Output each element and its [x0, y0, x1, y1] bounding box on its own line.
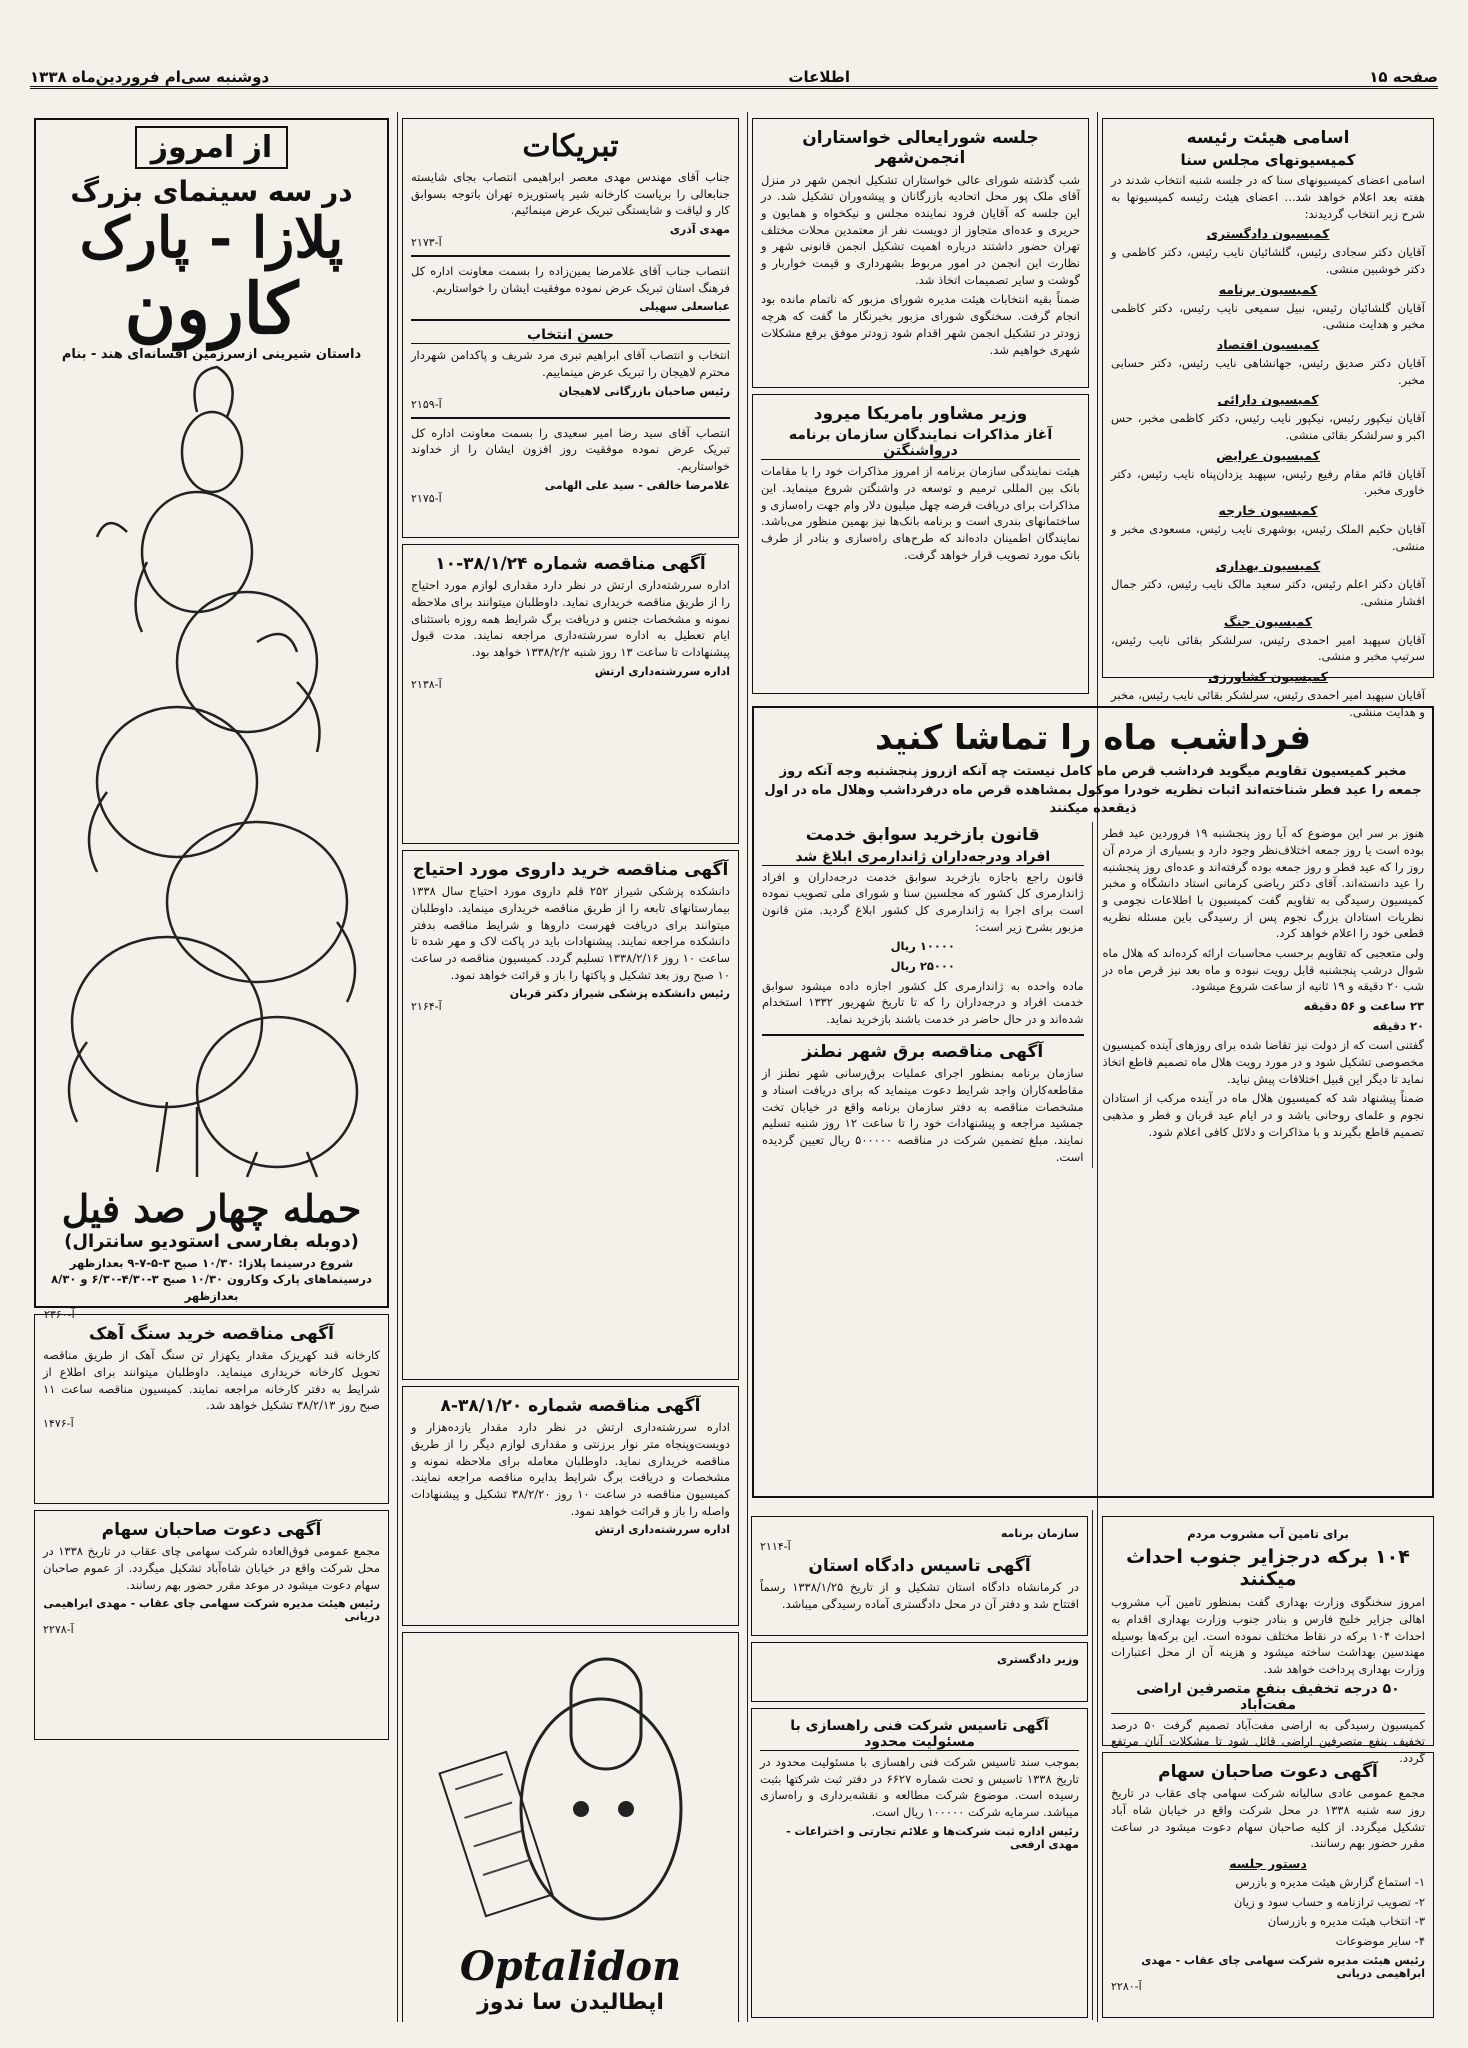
ad-signature: مهدی آذری — [669, 223, 730, 237]
notice-body: کارخانه قند کهریزک مقدار یکهزار تن سنگ آهک از طریق مناقصه تحویل کارخانه خریداری مینماید. داوطلبان میتوانند برای اطلاع از شرایط به دفتر کارخانه مراجعه نمایند. کمیسیون مناقصه ساعت ۱۱ صبح روز ۳۸/۲/۱۳ تشکیل خواهد شد. — [43, 1348, 380, 1413]
section-text: آقایان دکتر سجادی رئیس، گلشائیان نایب رئیس، دکتر کاظمی و دکتر خوشبین منشی. — [1111, 245, 1425, 277]
notice-title: آگهی دعوت صاحبان سهام — [101, 1520, 322, 1540]
notice-signature: وزیر دادگستری — [996, 1653, 1079, 1666]
showtimes: شروع درسینما پلازا: ۱۰/۳۰ صبح ۳-۵-۷-۹ بعدازظهر درسینماهای پارک وکارون ۱۰/۳۰ صبح ۳-۴/۳۰-۶/۳۰ و ۸/۳۰ بعدازظهر — [51, 1255, 372, 1303]
notice-code: آ-۲۱۳۸ — [411, 677, 442, 691]
senate-commissions-article — [1102, 118, 1434, 719]
col2-bottom — [747, 1510, 1093, 2020]
shareholders-notice-2 — [34, 1510, 389, 1740]
ad-text: انتصاب آقای سید رضا امیر سعیدی را بسمت معاونت اداره کل تبریک عرض نموده موفقیت روز افزون ایشان را از خداوند خواستاریم. — [411, 425, 730, 474]
ad-text: جناب آقای مهندس مهدی معصر ابراهیمی انتصاب بجای شایسته جنابعالی را بریاست کارخانه شیر پاستوریزه تهران باتوجه بسوابق کار و لیاقت و شایستگی تبریک عرض مینمائیم. — [411, 170, 730, 218]
notice-signature: سازمان برنامه — [1000, 1527, 1079, 1540]
notice-body: اداره سررشته‌داری ارتش در نظر دارد مقدار یازده‌هزار و دویست‌وپنجاه متر نوار برزنتی و مقداری لوازم دیگر را از طریق مناقصه خریداری نماید. داوطلبان معامله برای ملاحظه نمونه و مشخصات و دریافت برگ شرایط بدایره مناقصه مراجعه نمایند. کمیسیون مناقصه در ساعت ۱۰ روز ۳۸/۲/۲۰ تشکیل و پیشنهادات واصله را باز و قرائت خواهد نمود. — [411, 1420, 730, 1518]
optalidon-illustration — [421, 1639, 721, 1939]
section-text: آقایان گلشائیان رئیس، نبیل سمیعی نایب رئیس، دکتر کاظمی مخبر و هدایت منشی. — [1111, 300, 1425, 332]
moon-article-box — [752, 706, 1434, 1498]
electric-sig-box — [751, 1516, 1088, 1636]
section-heading: کمیسیون کشاورزی — [1208, 669, 1328, 685]
ad-text: انتخاب و انتصاب آقای ابراهیم تبری مرد شریف و پاکدامن شهردار محترم لاهیجان را تبریک عرض مینماییم. — [411, 348, 730, 380]
city-council-article — [752, 118, 1089, 388]
article-intro: اسامی اعضای کمیسیونهای سنا که در جلسه شنبه انتخاب شدند در هفته بعد اعلام خواهد شد... اعضای هیئت رئیسه کمیسیونها به شرح زیر انتخاب گردیدند: — [1111, 173, 1425, 221]
column-3 — [397, 112, 743, 2022]
section-heading: کمیسیون برنامه — [1218, 281, 1318, 297]
article-lead: مخبر کمیسیون تقاویم میگوید فرداشب قرص ماه کامل نیستت چه آنکه ازروز پنجشنبه وجه آنکه روز جمعه را عید فطر شناخته‌اند اثبات نظریه خودرا موکول بمشاهده قرص ماه درفرداشب وهلال ماه در اول ذیقعده میکنند — [764, 763, 1422, 817]
article-body: ماده واحده به ژاندارمری کل کشور اجازه داده میشود سوابق خدمت افراد و درجه‌داران را که تا تاریخ شهریور ۱۳۳۲ استخدام شده‌اند و در حال حاضر در خدمت باشند بازخرید نماید. — [762, 978, 1084, 1027]
tender-notice-3 — [402, 1386, 739, 1626]
section-heading: کمیسیون عرایض — [1216, 447, 1320, 463]
newspaper-page — [30, 80, 1438, 2030]
section-heading: کمیسیون خارجه — [1218, 503, 1318, 519]
minister-usa-article — [752, 394, 1089, 694]
ad-code: آ-۲۱۷۳ — [411, 236, 442, 250]
moon-col-right — [1103, 822, 1425, 1168]
ad-signature: غلامرضا خالقی - سید علی الهامی — [544, 478, 730, 492]
section-text: آقایان دکتر صدیق رئیس، جهانشاهی نایب رئیس، دکتر حسابی مخبر. — [1111, 356, 1425, 387]
section-text: آقایان سپهبد امیر احمدی رئیس، سرلشکر بقائی نایب رئیس، مخبر و هدایت منشی. — [1111, 688, 1425, 719]
notice-body: بموجب سند تاسیس شرکت فنی راهسازی با مسئولیت محدود در تاریخ ۱۳۳۸ تاسیس و تحت شماره ۶۶۲۷ در دفتر ثبت شرکتها بثبت رسیده است. موضوع شرکت مطالعه و نقشه‌برداری و راه‌سازی میباشد. سرمایه شرکت ۱۰۰۰۰۰ ریال است. — [760, 1755, 1079, 1820]
issue-date: دوشنبه سی‌ام فروردین‌ماه ۱۳۳۸ — [30, 68, 270, 86]
notice-body: دانشکده پزشکی شیراز ۲۵۲ قلم داروی مورد احتیاج سال ۱۳۳۸ بیمارستانهای تابعه را از طریق مناقصه خریداری مینماید. داوطلبان میتوانند برای دریافت فهرست داروها و شرایط مناقصه بدفتر دانشکده مراجعه نمایند. پیشنهادات باید در پاکت لاک و مهر شده تا ساعت ۱۰ روز ۱۳۳۸/۲/۱۶ تسلیم گردد. کمیسیون مناقصه در ساعت ۱۰ صبح روز بعد تشکیل و پاکتها را باز و قرائت خواهد نمود. — [411, 884, 730, 982]
brand-name: Optalidon — [459, 1943, 682, 1990]
notice-title: آگهی مناقصه خرید داروی مورد احتیاج — [412, 860, 729, 880]
ad-signature: رئیس صاحبان بازرگانی لاهیجان — [558, 384, 730, 398]
notice-title: آگهی مناقصه شماره ۳۸/۱/۲۴-۱۰ — [435, 554, 706, 574]
shareholders-notice — [1102, 1752, 1434, 2018]
moon-article-columns — [762, 822, 1424, 1168]
article-subtitle: آغاز مذاکرات نمایندگان سازمان برنامه درواشنگتن — [761, 427, 1080, 460]
article-body: ضمناً بقیه انتخابات هیئت مدیره شورای مزبور که ناتمام مانده بود انجام گرفت. سخنگوی شورای مزبور بخبرنگار ما گفت که هرچه زودتر در تشکیل انجمن شهر اقدام شود زودتر موفق برفع مشکلات شهری خواهیم شد. — [761, 292, 1080, 357]
section-text: آقایان سپهبد امیر احمدی رئیس، سرلشکر بقائی نایب رئیس، سرتیپ مخبر و منشی. — [1111, 632, 1425, 664]
ad-code: آ-۲۱۵۹ — [411, 397, 442, 411]
agenda-item: ۲- تصویب ترازنامه و حساب سود و زیان — [1233, 1894, 1425, 1909]
court-sig-box — [751, 1642, 1088, 1702]
film-dubbing: (دوبله بفارسی استودیو سانترال) — [64, 1230, 359, 1252]
elephants-illustration — [47, 362, 377, 1182]
ad-top-label: از امروز — [135, 126, 288, 169]
limestone-tender — [34, 1314, 389, 1504]
article-title: ۱۰۴ برکه درجزایر جنوب احداث میکنند — [1126, 1545, 1410, 1591]
time-value: ۲۳ ساعت و ۵۶ دقیقه — [1303, 999, 1424, 1014]
section-text: آقایان نیکپور رئیس، نیکپور نایب رئیس، دکتر کاظمی مخبر، حس اکبر و سرلشکر بقائی منشی. — [1111, 411, 1425, 443]
moon-article — [748, 700, 1438, 1500]
notice-title: آگهی تاسیس شرکت فنی راهسازی با مسئولیت محدود — [760, 1718, 1079, 1751]
divider — [411, 255, 730, 257]
col1-bottom — [1098, 1510, 1438, 2020]
notice-signature: رئیس هیئت مدیره شرکت سهامی چای عقاب - مهدی ابراهیمی دریانی — [1141, 1953, 1425, 1980]
divider — [411, 417, 730, 419]
cinema-name: کارون — [124, 266, 299, 350]
notice-title: آگهی مناقصه شماره ۳۸/۱/۲۰-۸ — [440, 1396, 701, 1416]
section-heading: کمیسیون دارائی — [1217, 392, 1319, 408]
agenda-title: دستور جلسه — [1229, 1856, 1307, 1872]
paper-name: اطلاعات — [788, 68, 851, 86]
company-notice — [751, 1708, 1088, 2018]
article-kicker: برای تامین آب مشروب مردم — [1187, 1527, 1349, 1541]
notice-body: مجمع عمومی فوق‌العاده شرکت سهامی چای عقاب در تاریخ ۱۳۳۸ در محل شرکت واقع در خیابان شاه‌آباد تشکیل میگردد. از عموم صاحبان سهام دعوت میشود در موعد مقرر حضور بهم رسانند. — [43, 1544, 380, 1592]
notice-title: آگهی تاسیس دادگاه استان — [808, 1556, 1031, 1576]
ad-code: آ-۲۱۷۵ — [411, 491, 442, 505]
notice-code: آ-۲۲۸۰ — [1111, 1979, 1142, 1993]
cinema-names: پلازا - پارک — [79, 205, 344, 271]
article-title: آگهی مناقصه برق شهر نطنز — [802, 1041, 1044, 1062]
ad-text: انتصاب جناب آقای غلامرضا یمین‌زاده را بسمت معاونت اداره کل فرهنگ استان تبریک عرض نموده موفقیت ایشان را خواستاریم. — [411, 264, 730, 295]
article-body: امروز سخنگوی وزارت بهداری گفت بمنظور تامین آب مشروب اهالی جزایر خلیج فارس و بنادر جنوب وزارت بهداری اقدام به احداث ۱۰۴ برکه در نقاط مختلف نموده است. این برکه‌ها بوسیله مهندسین بهداشت ساخته میشود و هزینه آن از محل اعتبارات وزارت بهداری پرداخت خواهد شد. — [1111, 1595, 1425, 1676]
notice-signature: رئیس هیئت مدیره شرکت سهامی چای عقاب - مهدی ابراهیمی دریانی — [43, 1597, 380, 1624]
water-tanks-article — [1102, 1516, 1434, 1765]
article-title: فرداشب ماه را تماشا کنید — [874, 718, 1312, 758]
section-text: آقایان قائم مقام رفیع رئیس، سپهبد یزدان‌پناه نایب رئیس، دکتر خاوری مخبر. — [1111, 466, 1425, 498]
amount: ۲۵۰۰۰ ریال — [890, 959, 955, 974]
article-body: هنوز بر سر این موضوع که آیا روز پنجشنبه ۱۹ فروردین عید فطر بوده است یا روز جمعه اختلاف‌نظر وجود دارد و بسیاری از مردم آن روز را که عید فطر و روز جمعه بوده گرفته‌اند و عده‌ای روز پنجشنبه را عید دانسته‌اند. آقای دکتر ریاضی کرمانی استاد دانشگاه و مخبر کمیسیون رسیدگی به تقاویم گفت کمیسیون با اطلاعات نجومی و نظریات استادان بزرگ نجوم پس از رسیدگی باین مسئله نظریه قطعی خود را اعلام خواهد کرد. — [1102, 826, 1424, 941]
section-text: آقایان دکتر اعلم رئیس، دکتر سعید مالک نایب رئیس، دکتر جمال افشار منشی. — [1111, 577, 1425, 609]
notice-code: آ-۲۲۷۸ — [43, 1623, 74, 1637]
time-value: ۲۰ دقیقه — [1372, 1018, 1424, 1033]
notice-body: اداره سررشته‌داری ارتش در نظر دارد مقداری لوازم مورد احتیاج را از طریق مناقصه خریداری نماید. داوطلبان میتوانند برای ملاحظه نمونه و مشخصات جنس و دریافت برگ شرایط همه روزه باستثنای ایام تعطیل به اداره سررشته‌داری مراجعه نمایند. مدت قبول پیشنهادات تا ساعت ۱۳ روز شنبه ۱۳۳۸/۲/۲ خواهد بود. — [411, 578, 730, 660]
ad-line: در سه سینمای بزرگ — [70, 175, 353, 208]
article-title: قانون بازخرید سوابق خدمت — [805, 825, 1040, 846]
article-body: شب گذشته شورای عالی خواستاران تشکیل انجمن شهر در منزل آقای ملک پور محل اتحادیه بازرگانان و پیشه‌وران تشکیل شد. در این جلسه که آقایان فرود نماینده مجلس و نیکخواه و همایون و حریری و عده‌ای متجاوز از دویست نفر از معتمدین محلات مختلف تهران حضور داشتند درباره اهمیت تشکیل انجمن قانونی شهر و نظارت این انجمن در امور مربوط بشهرداری و قیمت خواربار و گوشت و سایر تصمیمات اتخاذ شد. — [761, 172, 1080, 287]
article-body: سازمان برنامه بمنظور اجرای عملیات برق‌رسانی شهر نطنز از مقاطعه‌کاران واجد شرایط دعوت مینماید که برای دریافت اسناد و مشخصات مناقصه به دفتر سازمان برنامه واقع در خیابان تخت جمشید مراجعه و پیشنهادات خود را تا ساعت ۱۲ روز شنبه تسلیم نمایند. مبلغ تضمین شرکت در مناقصه ۵۰۰۰۰۰ ریال تعیین گردیده است. — [762, 1066, 1084, 1164]
notice-code: آ-۲۱۱۴ — [760, 1540, 791, 1553]
notice-body: در کرمانشاه دادگاه استان تشکیل و از تاریخ ۱۳۳۸/۱/۲۵ رسماً افتتاح شد و دفتر آن در محل دادگستری آماده رسیدگی میباشد. — [760, 1580, 1080, 1612]
notice-signature: رئیس دانشکده پزشکی شیراز دکتر قربان — [509, 987, 730, 1001]
section-heading: کمیسیون جنگ — [1223, 613, 1313, 629]
notice-title: آگهی مناقصه خرید سنگ آهک — [89, 1324, 334, 1344]
article-title: وزیر مشاور بامریکا میرود — [813, 404, 1028, 424]
page-number: صفحه ۱۵ — [1369, 68, 1438, 86]
ad-code: آ-۲۳۶۰ — [44, 1307, 75, 1321]
notice-code: آ-۲۱۶۴ — [411, 1000, 442, 1014]
agenda-item: ۴- سایر موضوعات — [1335, 1934, 1425, 1949]
article-subtitle: افراد ودرجه‌داران ژاندارمری ابلاغ شد — [762, 849, 1084, 866]
notice-body: مجمع عمومی عادی سالیانه شرکت سهامی چای عقاب در تاریخ روز سه شنبه ۱۳۳۸ در محل شرکت واقع در خیابان شاه آباد تشکیل میگردد. از کلیه صاحبان سهام دعوت میشود در ساعت مقرر حضور بهم رسانند. — [1111, 1786, 1425, 1851]
notice-signature: اداره سررشته‌داری ارتش — [594, 664, 730, 678]
divider — [762, 1034, 1084, 1036]
ad-signature: عباسعلی سهیلی — [639, 300, 730, 314]
article-subtitle: ۵۰ درجه تخفیف بنفع متصرفین اراضی مفت‌آباد — [1111, 1681, 1425, 1714]
notice-signature: اداره سررشته‌داری ارتش — [594, 1523, 730, 1537]
notice-title: آگهی دعوت صاحبان سهام — [1158, 1762, 1378, 1782]
ad-tagline: داستان شیرینی ازسرزمین افسانه‌ای هند - بنام — [61, 346, 362, 362]
section-heading: کمیسیون دادگستری — [1206, 226, 1330, 242]
article-title: اسامی هیئت رئیسه — [1186, 128, 1350, 148]
column-4 — [30, 112, 393, 2022]
article-title: جلسه شورایعالی خواستاران انجمن‌شهر — [802, 128, 1039, 169]
article-body: هیئت نمایندگی سازمان برنامه از امروز مذاکرات خود را با مقامات بانک بین المللی ترمیم و توسعه در واشنگتن شروع مینماید. این مذاکرات برای دریافت قرضه چهل میلیون دلار وام جهت راه‌سازی و ساختمانهای بندری است و برنامه بانک‌ها نیز بهمین منظور می‌باشد. نمایندگان اطمینان داده‌اند که طرح‌های راه‌سازی و بنادر از طرف بانک مورد تصویب قرار خواهد گرفت. — [761, 464, 1080, 562]
tender-notice-1 — [402, 544, 739, 844]
amount: ۱۰۰۰۰ ریال — [890, 939, 955, 954]
divider — [411, 319, 730, 321]
moon-col-left — [762, 822, 1093, 1168]
section-heading: کمیسیون بهداری — [1215, 558, 1321, 574]
agenda-item: ۱- استماع گزارش هیئت مدیره و بازرس — [1235, 1875, 1425, 1890]
article-subtitle: کمیسیونهای مجلس سنا — [1180, 151, 1356, 170]
section-title: تبریکات — [522, 129, 619, 164]
article-body: ولی متعجبی که تقاویم برحسب محاسبات ارائه کرده‌اند که هلال ماه شوال درشب پنجشنبه قابل رویت نبوده و ماه بعد نیز قرص ماه در شب ۲۰ دقیقه و ۱۹ ثانیه از ساعت شروع میشود. — [1102, 946, 1424, 994]
agenda-item: ۳- انتخاب هیئت مدیره و بازرسان — [1267, 1914, 1425, 1929]
article-body: گفتنی است که از دولت نیز تقاضا شده برای روزهای آینده کمیسیون مخصوصی تشکیل شود و در مورد رویت هلال ماه تصمیم قاطع اتخاذ نماید تا دیگر این قبیل اختلافات پیش نیاید. — [1102, 1038, 1424, 1086]
brand-name-fa: اپطالیدن سا ندوز — [477, 1990, 664, 2015]
notice-code: آ-۱۴۷۶ — [43, 1417, 74, 1431]
congratulations-section — [402, 118, 739, 538]
ad-title: حسن انتخاب — [411, 327, 730, 344]
cinema-ad — [34, 118, 389, 1321]
section-heading: کمیسیون اقتصاد — [1216, 337, 1320, 353]
tender-notice-2 — [402, 850, 739, 1380]
film-title: حمله چهار صد فیل — [61, 1185, 362, 1231]
optalidon-ad — [402, 1632, 739, 2022]
section-text: آقایان حکیم الملک رئیس، بوشهری نایب رئیس، مسعودی مخبر و منشی. — [1111, 522, 1425, 553]
article-body: قانون راجع باجازه بازخرید سوابق خدمت درجه‌داران و افراد ژاندارمری کل کشور که مجلسین سنا و شورای ملی تصویب نموده است برای اجرا به ژاندارمری کل کشور ابلاغ گردید. متن قانون مزبور بشرح زیر است: — [762, 869, 1084, 934]
article-body: ضمناً پیشنهاد شد که کمیسیون هلال ماه در آینده مرکب از استادان نجوم و علمای روحانی باشد و در ایام عید قربان و فطر و مذهبی تصمیم قاطع بگیرند و با مذاکرات و دلائل کافی اعلام شود. — [1102, 1091, 1424, 1139]
article-body: کمیسیون رسیدگی به اراضی مفت‌آباد تصمیم گرفت ۵۰ درصد تخفیف بنفع متصرفین اراضی قائل شود تا مشکلات آنان مرتفع گردد. — [1111, 1717, 1425, 1765]
notice-signature: رئیس اداره ثبت شرکت‌ها و علائم تجارتی و اختراعات - مهدی ارفعی — [786, 1824, 1079, 1851]
